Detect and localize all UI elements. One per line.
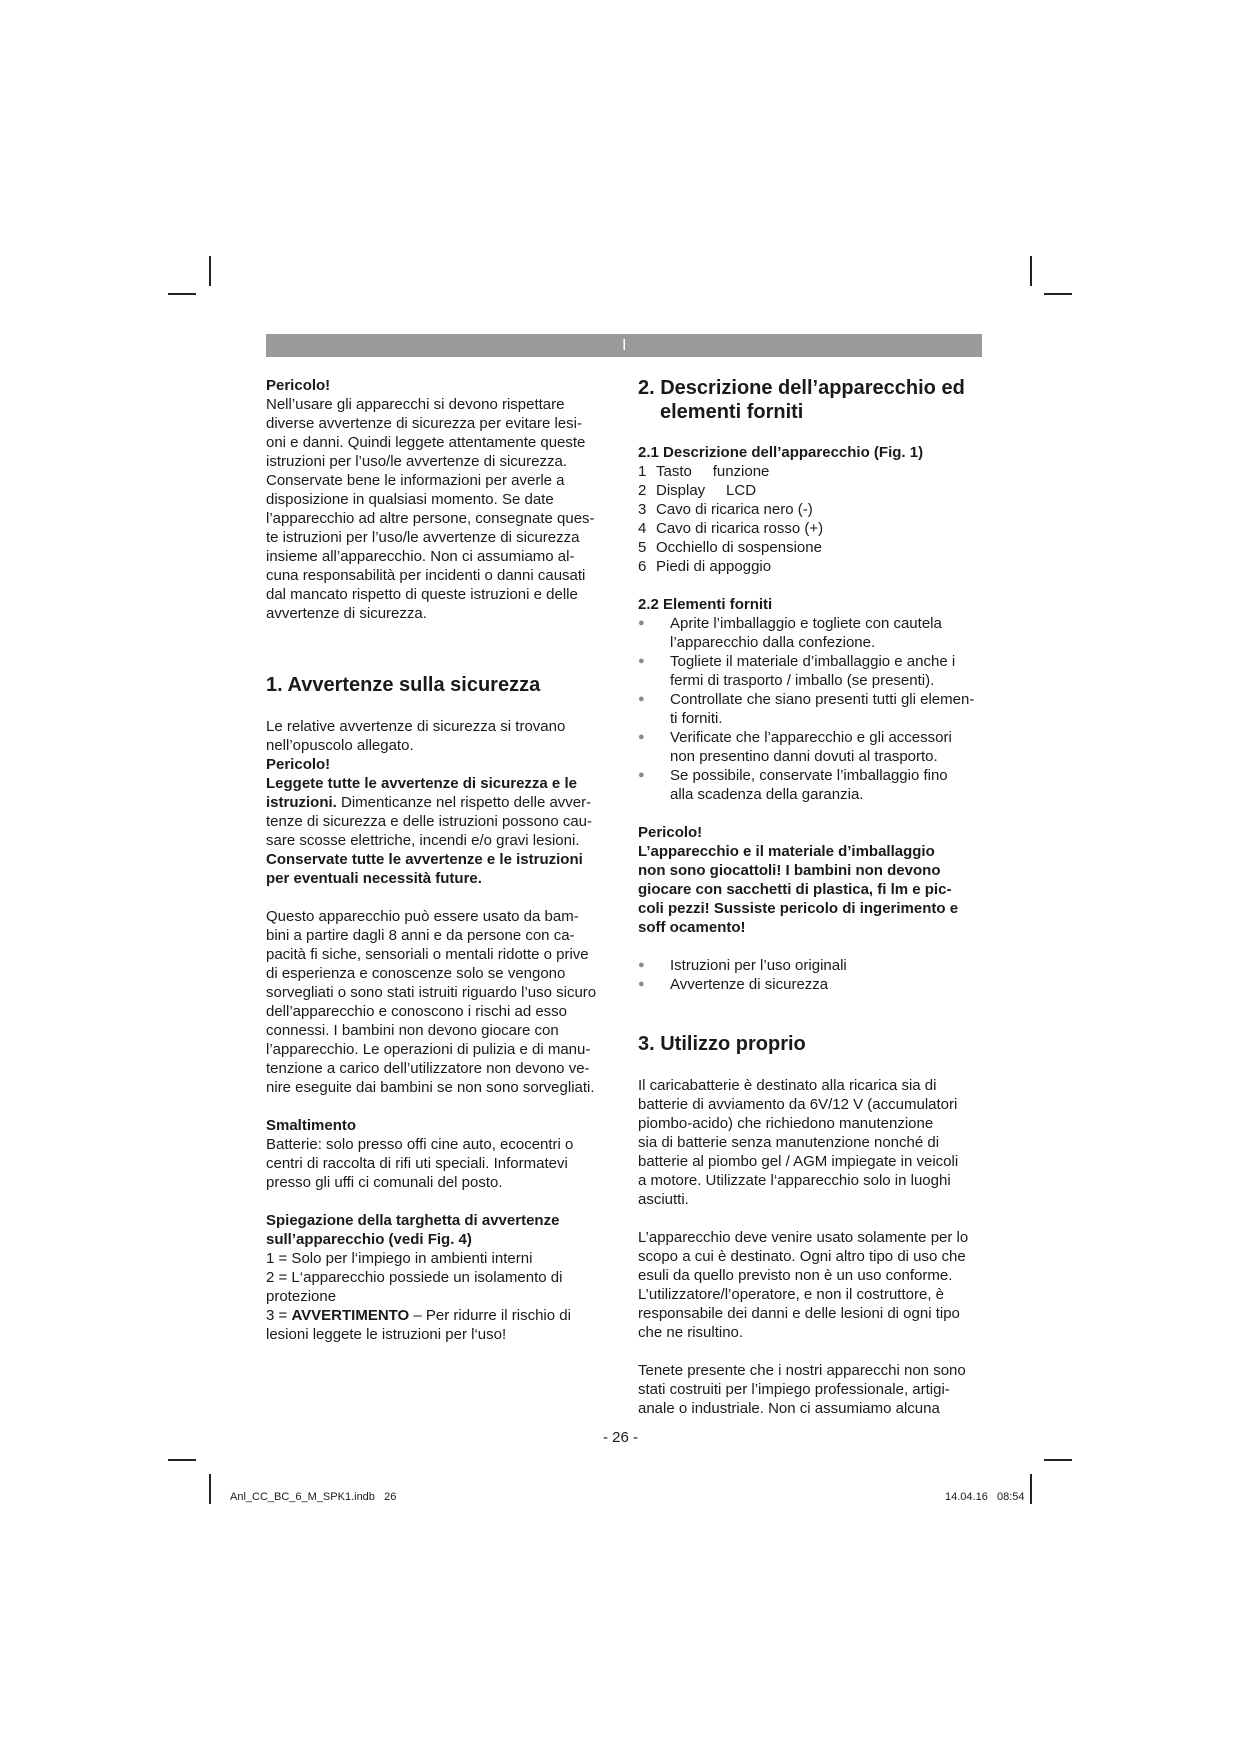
warning-label-title: Spiegazione della targhetta di avvertenze: [266, 1212, 560, 1229]
list-item: ● Controllate che siano presenti tutti gli elemen- ti forniti.: [638, 691, 975, 727]
text-line: sia di batterie senza manutenzione nonché di: [638, 1134, 940, 1151]
text-line: bini a partire dagli 8 anni e da persone con ca-: [266, 927, 575, 944]
crop-mark-bottom-right: [1030, 1474, 1032, 1504]
list-item: 2 Display LCD: [638, 482, 757, 499]
disposal-section: [266, 1116, 616, 1192]
disposal-title: Smaltimento: [266, 1117, 357, 1134]
subsection-2-1-heading: 2.1 Descrizione dell’apparecchio (Fig. 1): [638, 444, 924, 461]
text-line: tenzione a carico dell’utilizzatore non devono ve-: [266, 1060, 590, 1077]
danger-toys-section: [638, 823, 988, 937]
danger-title: Pericolo!: [266, 377, 331, 394]
danger-title: Pericolo!: [266, 756, 331, 773]
label-3-warning: AVVERTIMENTO: [291, 1307, 410, 1324]
list-item: ● Se possibile, conservate l’imballaggio fino alla scadenza della garanzia.: [638, 767, 948, 803]
list-item: ● Istruzioni per l’uso originali: [638, 957, 847, 974]
text-line: batterie al piombo gel / AGM impiegate in veicoli: [638, 1153, 959, 1170]
language-header-bar: [266, 334, 982, 357]
warning-label-section: [266, 1211, 616, 1344]
danger-line: Conservate bene le informazioni per averle a: [266, 472, 565, 489]
text-line: L’utilizzatore/l’operatore, e non il costruttore, è: [638, 1286, 944, 1303]
crop-mark-bottom-left-h: [168, 1459, 196, 1461]
bullet-icon: ●: [638, 731, 645, 743]
bullet-icon: ●: [638, 693, 645, 705]
danger-line: cuna responsabilità per incidenti o danni causati: [266, 567, 586, 584]
language-marker: I: [622, 337, 627, 354]
text-line: anale o industriale. Non ci assumiamo alcuna: [638, 1400, 940, 1417]
danger-line: diverse avvertenze di sicurezza per evitare lesi-: [266, 415, 582, 432]
bullet-icon: ●: [638, 959, 645, 971]
danger-line: dal mancato rispetto di queste istruzioni e delle: [266, 586, 578, 603]
text-line: Il caricabatterie è destinato alla ricarica sia di: [638, 1077, 937, 1094]
danger-title: Pericolo!: [638, 824, 703, 841]
text-line: dell’apparecchio e conoscono i rischi ad esso: [266, 1003, 568, 1020]
children-paragraph: [266, 907, 616, 1097]
section-1-heading: 1. Avvertenze sulla sicurezza: [266, 674, 541, 696]
text-line: l’apparecchio. Le operazioni di pulizia e di manu-: [266, 1041, 591, 1058]
list-item: 3 Cavo di ricarica nero (-): [638, 501, 813, 518]
danger-bold-line: giocare con sacchetti di plastica, fi lm e pic-: [638, 881, 952, 898]
left-column: [266, 376, 616, 1344]
text-line: [266, 1306, 616, 1325]
list-item: 1 Tasto funzione: [638, 463, 770, 480]
text-line: di esperienza e conoscenze solo se vengono: [266, 965, 566, 982]
danger-line: tenze di sicurezza e delle istruzioni possono cau-: [266, 813, 593, 830]
intended-use-paragraph-2: [638, 1228, 988, 1342]
danger-line: Nell’usare gli apparecchi si devono rispettare: [266, 396, 565, 413]
crop-mark-top-right: [1030, 256, 1032, 286]
list-item: ● Aprite l’imballaggio e togliete con cautela l’apparecchio dalla confezione.: [638, 615, 942, 651]
danger-bold-line: soff ocamento!: [638, 919, 746, 936]
crop-mark-top-right-h: [1044, 293, 1072, 295]
danger-line: istruzioni per l’uso/le avvertenze di sicurezza.: [266, 453, 567, 470]
print-timestamp: 14.04.16 08:54: [945, 1491, 1025, 1503]
danger-bold-line: Conservate tutte le avvertenze e le istruzioni: [266, 851, 583, 868]
section-2-heading: elementi forniti: [660, 401, 804, 423]
crop-mark-bottom-right-h: [1044, 1459, 1072, 1461]
text-line: L’apparecchio deve venire usato solamente per lo: [638, 1229, 969, 1246]
parts-list: [638, 462, 988, 576]
danger-rest: Dimenticanze nel rispetto delle avver-: [336, 794, 592, 811]
danger-line: avvertenze di sicurezza.: [266, 605, 427, 622]
danger-line: disposizione in qualsiasi momento. Se date: [266, 491, 554, 508]
text-line: batterie di avviamento da 6V/12 V (accumulatori: [638, 1096, 958, 1113]
intended-use-paragraph-1: [638, 1076, 988, 1209]
text-line: esuli da quello previsto non è un uso conforme.: [638, 1267, 953, 1284]
text-line: asciutti.: [638, 1191, 689, 1208]
intended-use-paragraph-3: [638, 1361, 988, 1418]
section-3-heading: 3. Utilizzo proprio: [638, 1033, 806, 1055]
text-line: nire eseguite dai bambini se non sono sorvegliati.: [266, 1079, 595, 1096]
text-line: Batterie: solo presso offi cine auto, ecocentri o: [266, 1136, 574, 1153]
list-item: ● Avvertenze di sicurezza: [638, 976, 829, 993]
list-item: 5 Occhiello di sospensione: [638, 539, 822, 556]
bullet-icon: ●: [638, 617, 645, 629]
crop-mark-top-left-h: [168, 293, 196, 295]
danger-bold-word: istruzioni.: [266, 794, 337, 811]
text-line: responsabile dei danni e delle lesioni di ogni tipo: [638, 1305, 960, 1322]
subsection-2-2-heading: 2.2 Elementi forniti: [638, 596, 773, 613]
warning-label-title: sull’apparecchio (vedi Fig. 4): [266, 1231, 472, 1248]
danger-line: sare scosse elettriche, incendi e/o gravi lesioni.: [266, 832, 580, 849]
bullet-icon: ●: [638, 655, 645, 667]
label-3-prefix: 3 =: [266, 1307, 292, 1324]
danger-line: insieme all’apparecchio. Non ci assumiamo al-: [266, 548, 575, 565]
text-line: pacità fi siche, sensoriali o mentali ridotte o prive: [266, 946, 589, 963]
text-line: protezione: [266, 1288, 337, 1305]
text-line: lesioni leggete le istruzioni per l‘uso!: [266, 1326, 507, 1343]
list-item: 4 Cavo di ricarica rosso (+): [638, 520, 824, 537]
list-item: ● Verificate che l’apparecchio e gli accessori non presentino danni dovuti al trasporto.: [638, 729, 952, 765]
documents-list: [638, 956, 988, 994]
right-column: [638, 376, 988, 1418]
text-line: a motore. Utilizzate l‘apparecchio solo in luoghi: [638, 1172, 951, 1189]
supplied-list: [638, 614, 988, 804]
list-item: ● Togliete il materiale d’imballaggio e anche i fermi di trasporto / imballo (se presenti).: [638, 653, 956, 689]
text-line: 1 = Solo per l‘impiego in ambienti interni: [266, 1250, 533, 1267]
danger-bold-line: non sono giocattoli! I bambini non devono: [638, 862, 941, 879]
text-line: 2 = L‘apparecchio possiede un isolamento di: [266, 1269, 563, 1286]
danger-bold-line: L’apparecchio e il materiale d’imballaggio: [638, 843, 935, 860]
danger-bold-line: per eventuali necessità future.: [266, 870, 482, 887]
danger-mixed-line: [266, 793, 616, 812]
text-line: che ne risultino.: [638, 1324, 744, 1341]
crop-mark-top-left: [209, 256, 211, 286]
text-line: connessi. I bambini non devono giocare con: [266, 1022, 559, 1039]
section-2-heading: 2. Descrizione dell’apparecchio ed: [638, 377, 965, 399]
list-item: 6 Piedi di appoggio: [638, 558, 772, 575]
danger-line: te istruzioni per l’uso/le avvertenze di sicurezza: [266, 529, 580, 546]
danger-line: oni e danni. Quindi leggete attentamente queste: [266, 434, 586, 451]
print-file-name: Anl_CC_BC_6_M_SPK1.indb 26: [230, 1491, 397, 1503]
text-line: centri di raccolta di rifi uti speciali. Informatevi: [266, 1155, 568, 1172]
section-1-intro: nell’opuscolo allegato.: [266, 737, 414, 754]
text-line: piombo-acido) che richiedono manutenzione: [638, 1115, 934, 1132]
crop-mark-bottom-left: [209, 1474, 211, 1504]
text-line: scopo a cui è destinato. Ogni altro tipo di uso che: [638, 1248, 966, 1265]
bullet-icon: ●: [638, 769, 645, 781]
text-line: sorvegliati o sono stati istruiti riguardo l’uso sicuro: [266, 984, 597, 1001]
text-line: Questo apparecchio può essere usato da bam-: [266, 908, 579, 925]
label-3-rest: – Per ridurre il rischio di: [409, 1307, 571, 1324]
bullet-icon: ●: [638, 978, 645, 990]
text-line: Tenete presente che i nostri apparecchi non sono: [638, 1362, 966, 1379]
danger-bold-line: Leggete tutte le avvertenze di sicurezza e le: [266, 775, 577, 792]
section-1-intro: Le relative avvertenze di sicurezza si trovano: [266, 718, 566, 735]
danger-bold-line: coli pezzi! Sussiste pericolo di ingerimento e: [638, 900, 959, 917]
text-line: stati costruiti per l’impiego professionale, artigi-: [638, 1381, 950, 1398]
page-number: - 26 -: [602, 1429, 638, 1446]
text-line: presso gli uffi ci comunali del posto.: [266, 1174, 503, 1191]
danger-line: l’apparecchio ad altre persone, consegnate ques-: [266, 510, 595, 527]
